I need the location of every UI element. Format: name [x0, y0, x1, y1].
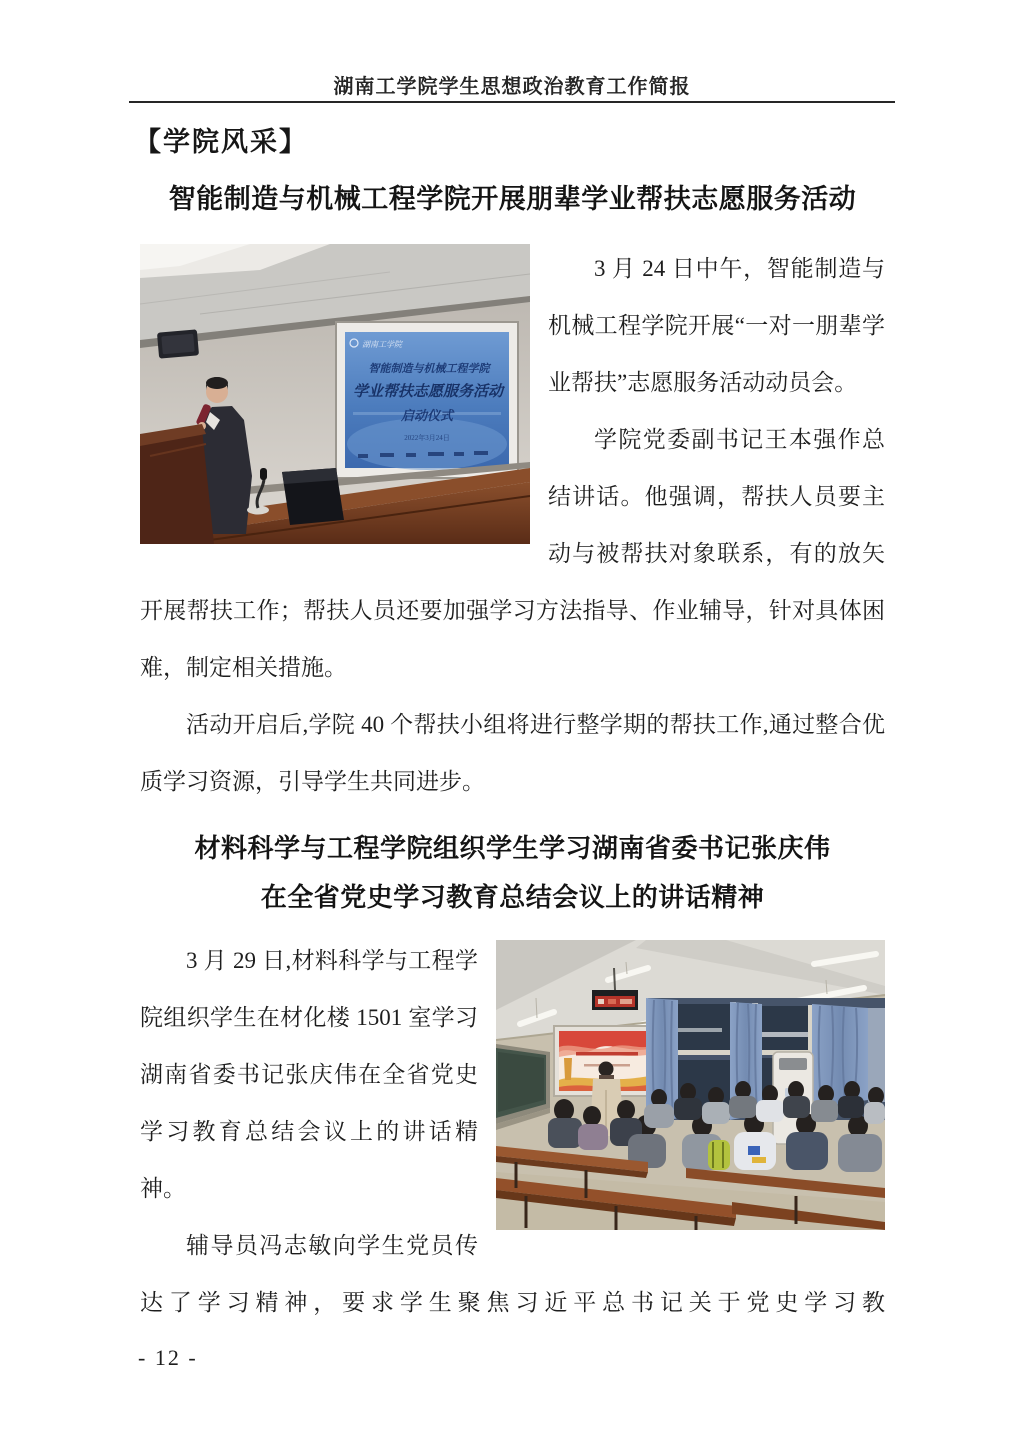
- photo-lecture-classroom-svg: [140, 244, 530, 544]
- article2-paragraph-1: 3 月 29 日,材料科学与工程学院组织学生在材化楼 1501 室学习湖南省委书记张庆伟在全省党史学习教育总结会议上的讲话精神。: [140, 948, 478, 1201]
- article1-paragraph-3: 活动开启后,学院 40 个帮扶小组将进行整学期的帮扶工作,通过整合优质学习资源，引导学生共同进步。: [140, 712, 885, 794]
- photo-lecture-classroom: [140, 244, 530, 544]
- wall-speaker: [157, 329, 199, 358]
- page-number: - 12 -: [138, 1345, 198, 1370]
- podium: [140, 424, 214, 544]
- page-header-title: 湖南工学院学生思想政治教育工作简报: [333, 76, 691, 98]
- article1-paragraph-1: 3 月 24 日中午，智能制造与机械工程学院开展“一对一朋辈学业帮扶”志愿服务活动动员会。: [548, 256, 885, 395]
- article1-paragraph-2: 学院党委副书记王本强作总结讲话。他强调，帮扶人员要主动与被帮扶对象联系，有的放矢开展帮扶工作；帮扶人员还要加强学习方法指导、作业辅导，针对具体困难，制定相关措施。: [140, 427, 885, 680]
- section-label: 【学院风采】: [134, 127, 308, 157]
- article2-paragraph-2: 辅导员冯志敏向学生党员传达了学习精神，要求学生聚焦习近平总书记关于党史学习教: [140, 1233, 885, 1315]
- article-1: [140, 240, 885, 810]
- article2-title: [140, 824, 885, 922]
- svg-text:启动仪式: 启动仪式: [400, 408, 454, 423]
- header-rule: [129, 101, 895, 103]
- laptop: [282, 468, 344, 525]
- article2-title-line2: 在全省党史学习教育总结会议上的讲话精神: [260, 882, 765, 912]
- article1-title: 智能制造与机械工程学院开展朋辈学业帮扶志愿服务活动: [168, 184, 857, 214]
- svg-text:智能制造与机械工程学院: 智能制造与机械工程学院: [368, 363, 490, 375]
- article-2: [140, 932, 885, 1331]
- photo-study-classroom: [496, 940, 885, 1230]
- projection-screen: [336, 322, 518, 478]
- svg-text:学业帮扶志愿服务活动: 学业帮扶志愿服务活动: [352, 384, 504, 400]
- svg-text:2022年3月24日: 2022年3月24日: [404, 434, 450, 442]
- svg-text:湖南工学院: 湖南工学院: [362, 340, 402, 349]
- page-content: [134, 118, 885, 1331]
- photo-study-classroom-svg: [496, 940, 885, 1230]
- article2-title-line1: 材料科学与工程学院组织学生学习湖南省委书记张庆伟: [194, 833, 831, 863]
